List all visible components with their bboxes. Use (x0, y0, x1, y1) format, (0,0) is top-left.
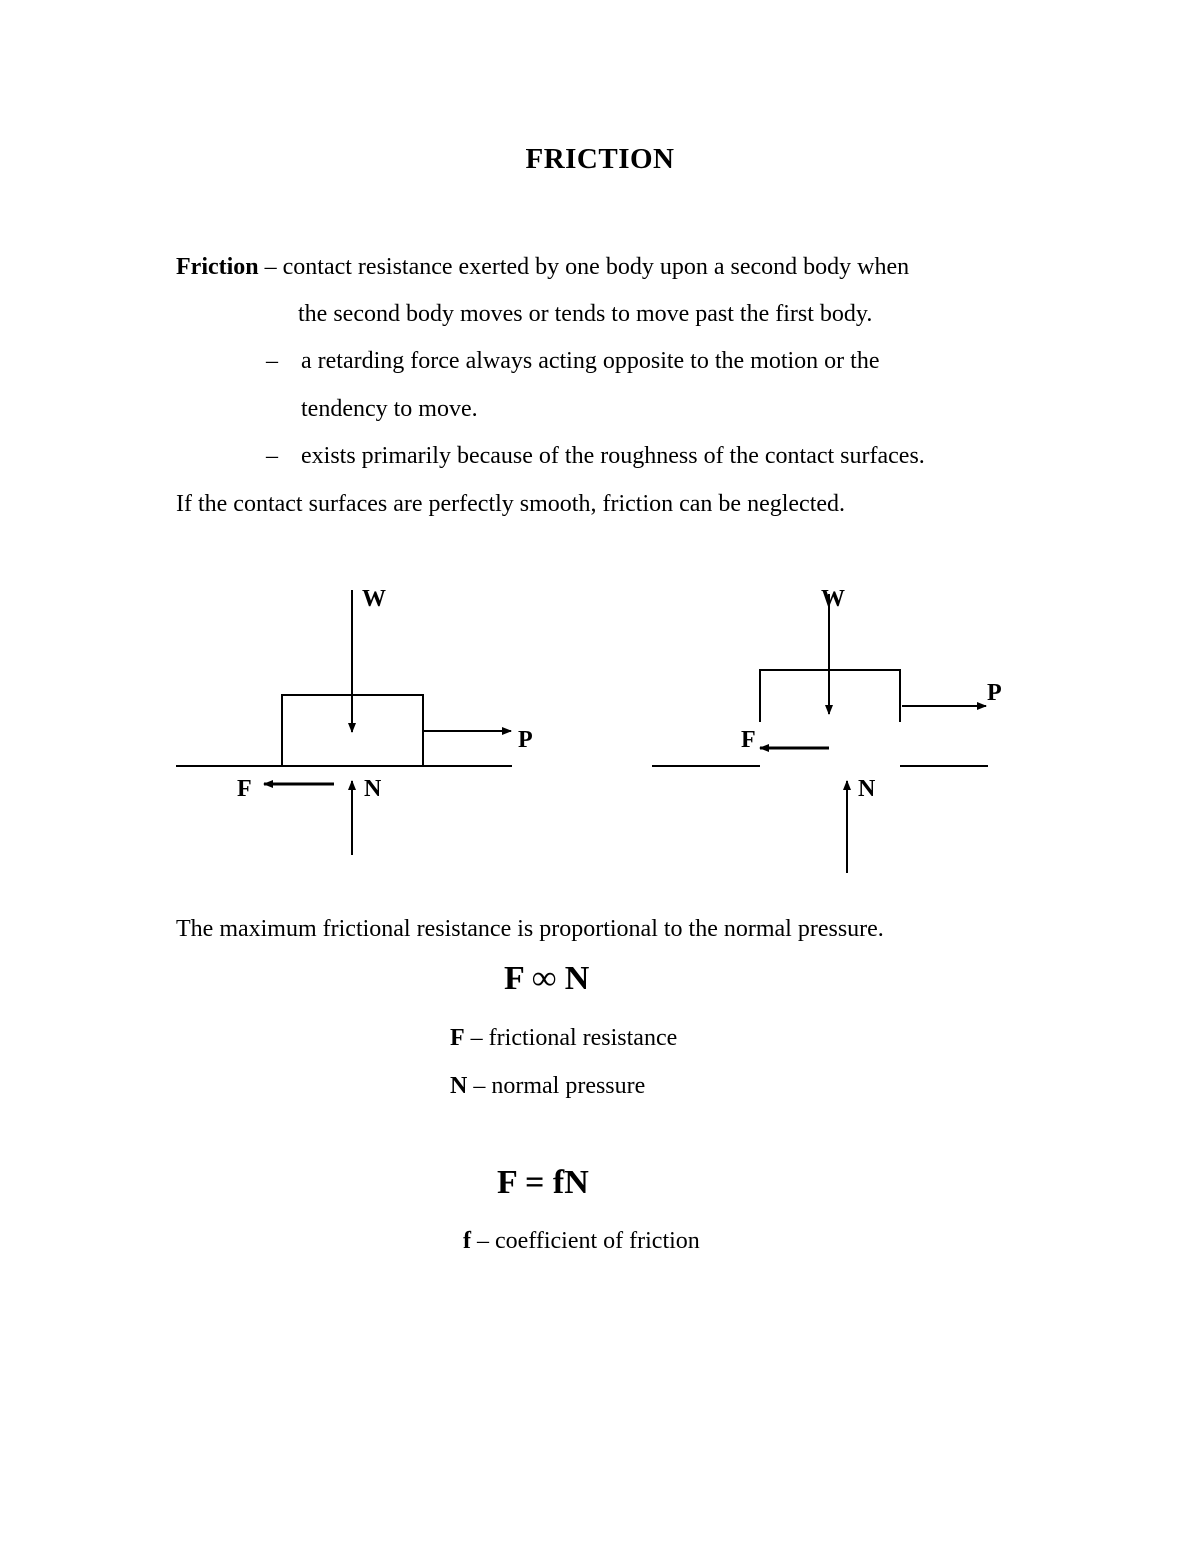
legend-coefficient (463, 1226, 700, 1256)
bullet-2-line-1: exists primarily because of the roughness of the contact surfaces. (301, 443, 925, 469)
definition-text-1: contact resistance exerted by one body upon a second body when (282, 254, 910, 280)
formula-friction: F = fN (497, 1164, 589, 1201)
diagram-right (652, 586, 1002, 873)
smooth-note: If the contact surfaces are perfectly smooth, friction can be neglected. (176, 491, 846, 517)
left-label-p: P (518, 727, 533, 753)
legend-n-symbol: N (450, 1073, 468, 1099)
right-label-p: P (987, 680, 1002, 706)
bullet-2-dash: – (266, 443, 278, 469)
legend-f-sep: – (464, 1025, 489, 1051)
left-label-n: N (364, 776, 382, 802)
formula-proportional: F ∞ N (504, 960, 590, 997)
definition-term: Friction (176, 254, 259, 280)
proportional-text: The maximum frictional resistance is proportional to the normal pressure. (176, 916, 884, 942)
page-title: FRICTION (525, 143, 675, 175)
right-label-n: N (858, 776, 876, 802)
bullet-1-line-1: a retarding force always acting opposite to the motion or the (301, 348, 880, 374)
bullet-1-dash: – (266, 348, 278, 374)
legend-coefficient-sep: – (471, 1228, 495, 1254)
legend-coefficient-symbol: f (463, 1228, 471, 1254)
right-label-f: F (741, 727, 756, 753)
right-label-w: W (821, 586, 845, 612)
left-label-w: W (362, 586, 386, 612)
definition-line-2: the second body moves or tends to move past the first body. (298, 301, 873, 327)
legend-n (450, 1071, 645, 1101)
legend-coefficient-desc: coefficient of friction (495, 1228, 700, 1254)
left-label-f: F (237, 776, 252, 802)
legend-f-desc: frictional resistance (488, 1025, 678, 1051)
definition-dash: – (264, 254, 277, 280)
legend-f-symbol: F (450, 1025, 465, 1051)
legend-n-sep: – (467, 1073, 492, 1099)
legend-f (450, 1023, 677, 1053)
legend-n-desc: normal pressure (491, 1073, 646, 1099)
bullet-1-line-2: tendency to move. (301, 396, 478, 422)
diagram-left (176, 586, 533, 855)
